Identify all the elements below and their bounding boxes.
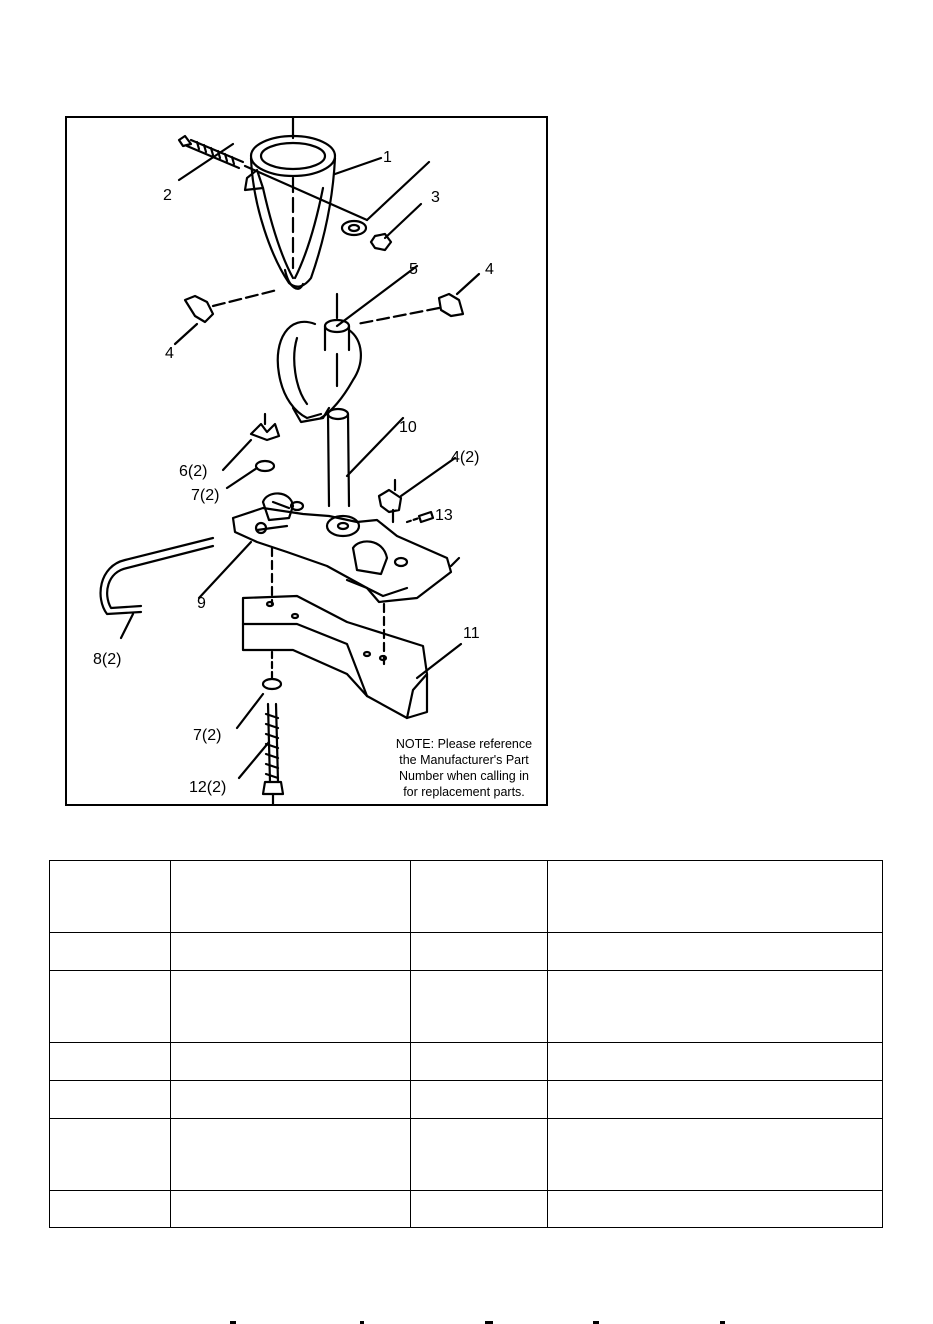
table-cell — [171, 861, 411, 933]
part-7-washer-top — [256, 461, 274, 471]
callout-9: 9 — [197, 595, 206, 612]
callout-8: 8(2) — [93, 651, 122, 668]
table-cell — [50, 1191, 171, 1228]
table-row — [50, 971, 883, 1043]
part-11-block — [243, 596, 461, 718]
table-cell — [50, 933, 171, 971]
table-cell — [171, 971, 411, 1043]
table-cell — [548, 933, 883, 971]
part-4-wing-screw-right — [357, 274, 479, 324]
table-row — [50, 933, 883, 971]
callout-2: 2 — [163, 187, 172, 204]
part-3-washer — [342, 221, 366, 235]
callout-3: 3 — [431, 189, 440, 206]
note-line: the Manufacturer's Part — [399, 753, 529, 767]
table-cell — [411, 1081, 548, 1119]
table-cell — [548, 1119, 883, 1191]
part-9-base-plate — [199, 493, 459, 602]
table-cell — [411, 861, 548, 933]
table-cell — [411, 1119, 548, 1191]
table-cell — [411, 933, 548, 971]
table-cell — [548, 971, 883, 1043]
callout-4-right: 4 — [485, 261, 494, 278]
callout-7-top: 7(2) — [191, 487, 220, 504]
callout-5: 5 — [409, 261, 418, 278]
table-cell — [171, 933, 411, 971]
parts-list-table — [49, 860, 883, 1228]
part-2-screw — [179, 136, 367, 220]
callout-10: 10 — [399, 419, 417, 436]
note-line: for replacement parts. — [403, 785, 525, 799]
table-row — [50, 1119, 883, 1191]
part-1-housing — [245, 136, 335, 289]
callout-1: 1 — [383, 149, 392, 166]
callout-4-base: 4(2) — [451, 449, 480, 466]
callout-12: 12(2) — [189, 779, 227, 796]
note-line: NOTE: Please reference — [395, 737, 533, 751]
table-cell — [50, 861, 171, 933]
exploded-parts-diagram — [65, 116, 548, 806]
part-7-washer-bottom — [263, 679, 281, 689]
table-cell — [411, 1191, 548, 1228]
table-cell — [548, 861, 883, 933]
table-cell — [411, 1043, 548, 1081]
table-row — [50, 1043, 883, 1081]
callout-4-left: 4 — [165, 345, 174, 362]
table-cell — [548, 1191, 883, 1228]
part-13-pin — [419, 512, 433, 522]
page-edge-marks — [0, 1318, 933, 1324]
part-12-bolt — [263, 704, 283, 804]
table-cell — [171, 1081, 411, 1119]
part-8-rod — [101, 538, 213, 638]
callout-6: 6(2) — [179, 463, 208, 480]
table-cell — [50, 1119, 171, 1191]
table-cell — [548, 1081, 883, 1119]
note-line: Number when calling in — [399, 769, 529, 783]
callout-13: 13 — [435, 507, 453, 524]
parts-drawing — [67, 118, 546, 804]
table-cell — [171, 1043, 411, 1081]
table-cell — [411, 971, 548, 1043]
table-cell — [171, 1119, 411, 1191]
callout-7-bottom: 7(2) — [193, 727, 222, 744]
table-cell — [171, 1191, 411, 1228]
table-row — [50, 1191, 883, 1228]
table-cell — [50, 971, 171, 1043]
table-cell — [548, 1043, 883, 1081]
replacement-parts-note — [379, 736, 549, 800]
table-row — [50, 1081, 883, 1119]
table-cell — [50, 1081, 171, 1119]
callout-11: 11 — [463, 625, 480, 642]
part-4-wing-screw-left — [175, 290, 277, 344]
table-cell — [50, 1043, 171, 1081]
table-row — [50, 861, 883, 933]
